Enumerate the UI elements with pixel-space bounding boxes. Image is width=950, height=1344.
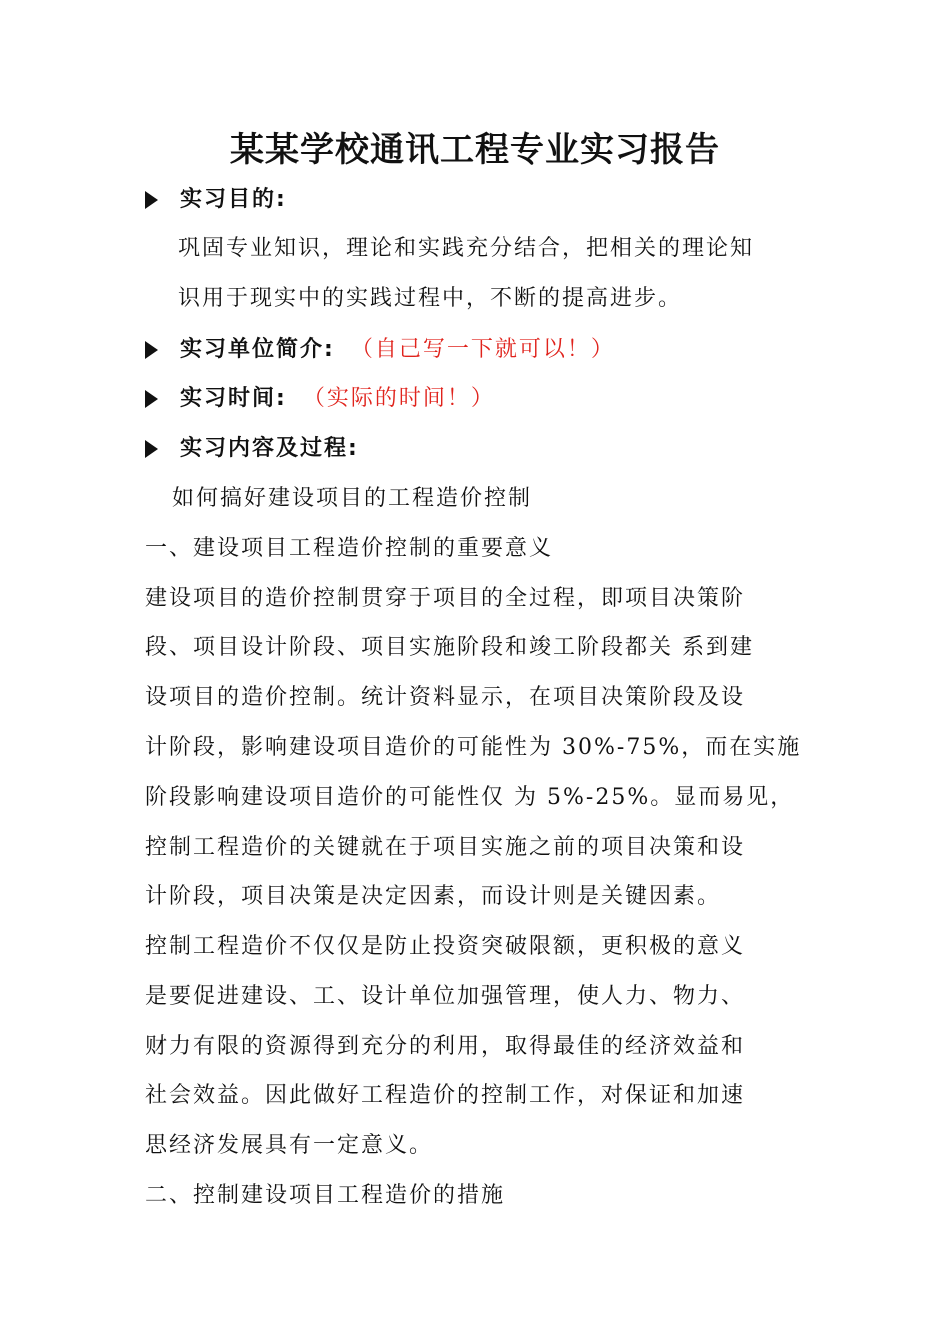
arrow-bullet-icon: [145, 390, 158, 408]
paragraph-line: 社会效益。因此做好工程造价的控制工作，对保证和加速: [145, 1083, 746, 1108]
paragraph-line: 设项目的造价控制。统计资料显示，在项目决策阶段及设: [145, 685, 746, 710]
paragraph-line: 段、项目设计阶段、项目实施阶段和竣工阶段都关 系到建: [145, 635, 754, 660]
paragraph-line: 是要促进建设、工、设计单位加强管理，使人力、物力、: [145, 984, 746, 1009]
section-time-heading: [145, 383, 825, 413]
section-time-label: 实习时间:: [180, 386, 287, 411]
section-unit-label: 实习单位简介:: [180, 337, 335, 362]
arrow-bullet-icon: [145, 191, 158, 209]
section1-heading: 一、建设项目工程造价控制的重要意义: [145, 536, 554, 561]
purpose-line: 识用于现实中的实践过程中，不断的提高进步。: [178, 286, 683, 311]
paragraph-line: 阶段影响建设项目造价的可能性仅 为 5%-25%。显而易见，: [145, 785, 795, 810]
paragraph-line: 控制工程造价不仅仅是防止投资突破限额，更积极的意义: [145, 934, 746, 959]
section-purpose-heading: [145, 184, 825, 214]
purpose-line: 巩固专业知识，理论和实践充分结合，把相关的理论知: [178, 236, 755, 261]
paragraph-line: 财力有限的资源得到充分的利用，取得最佳的经济效益和: [145, 1034, 746, 1059]
paragraph-line: 控制工程造价的关键就在于项目实施之前的项目决策和设: [145, 835, 746, 860]
section-content-heading: [145, 433, 825, 463]
section-purpose-label: 实习目的:: [180, 187, 287, 212]
section-content-label: 实习内容及过程:: [180, 436, 359, 461]
paragraph-line: 建设项目的造价控制贯穿于项目的全过程，即项目决策阶: [145, 586, 746, 611]
paragraph-line: 计阶段，项目决策是决定因素，而设计则是关键因素。: [145, 884, 722, 909]
arrow-bullet-icon: [145, 341, 158, 359]
paragraph-line: 计阶段，影响建设项目造价的可能性为 30%-75%，而在实施: [145, 735, 802, 760]
body-subtitle: 如何搞好建设项目的工程造价控制: [172, 486, 533, 511]
section2-heading: 二、控制建设项目工程造价的措施: [145, 1183, 506, 1208]
page-title: 某某学校通讯工程专业实习报告: [230, 130, 720, 170]
section-unit-note: （自己写一下就可以！）: [350, 337, 615, 362]
section-time-note: （实际的时间！）: [302, 386, 495, 411]
arrow-bullet-icon: [145, 440, 158, 458]
paragraph-line: 思经济发展具有一定意义。: [145, 1133, 434, 1158]
section-unit-heading: [145, 334, 825, 364]
